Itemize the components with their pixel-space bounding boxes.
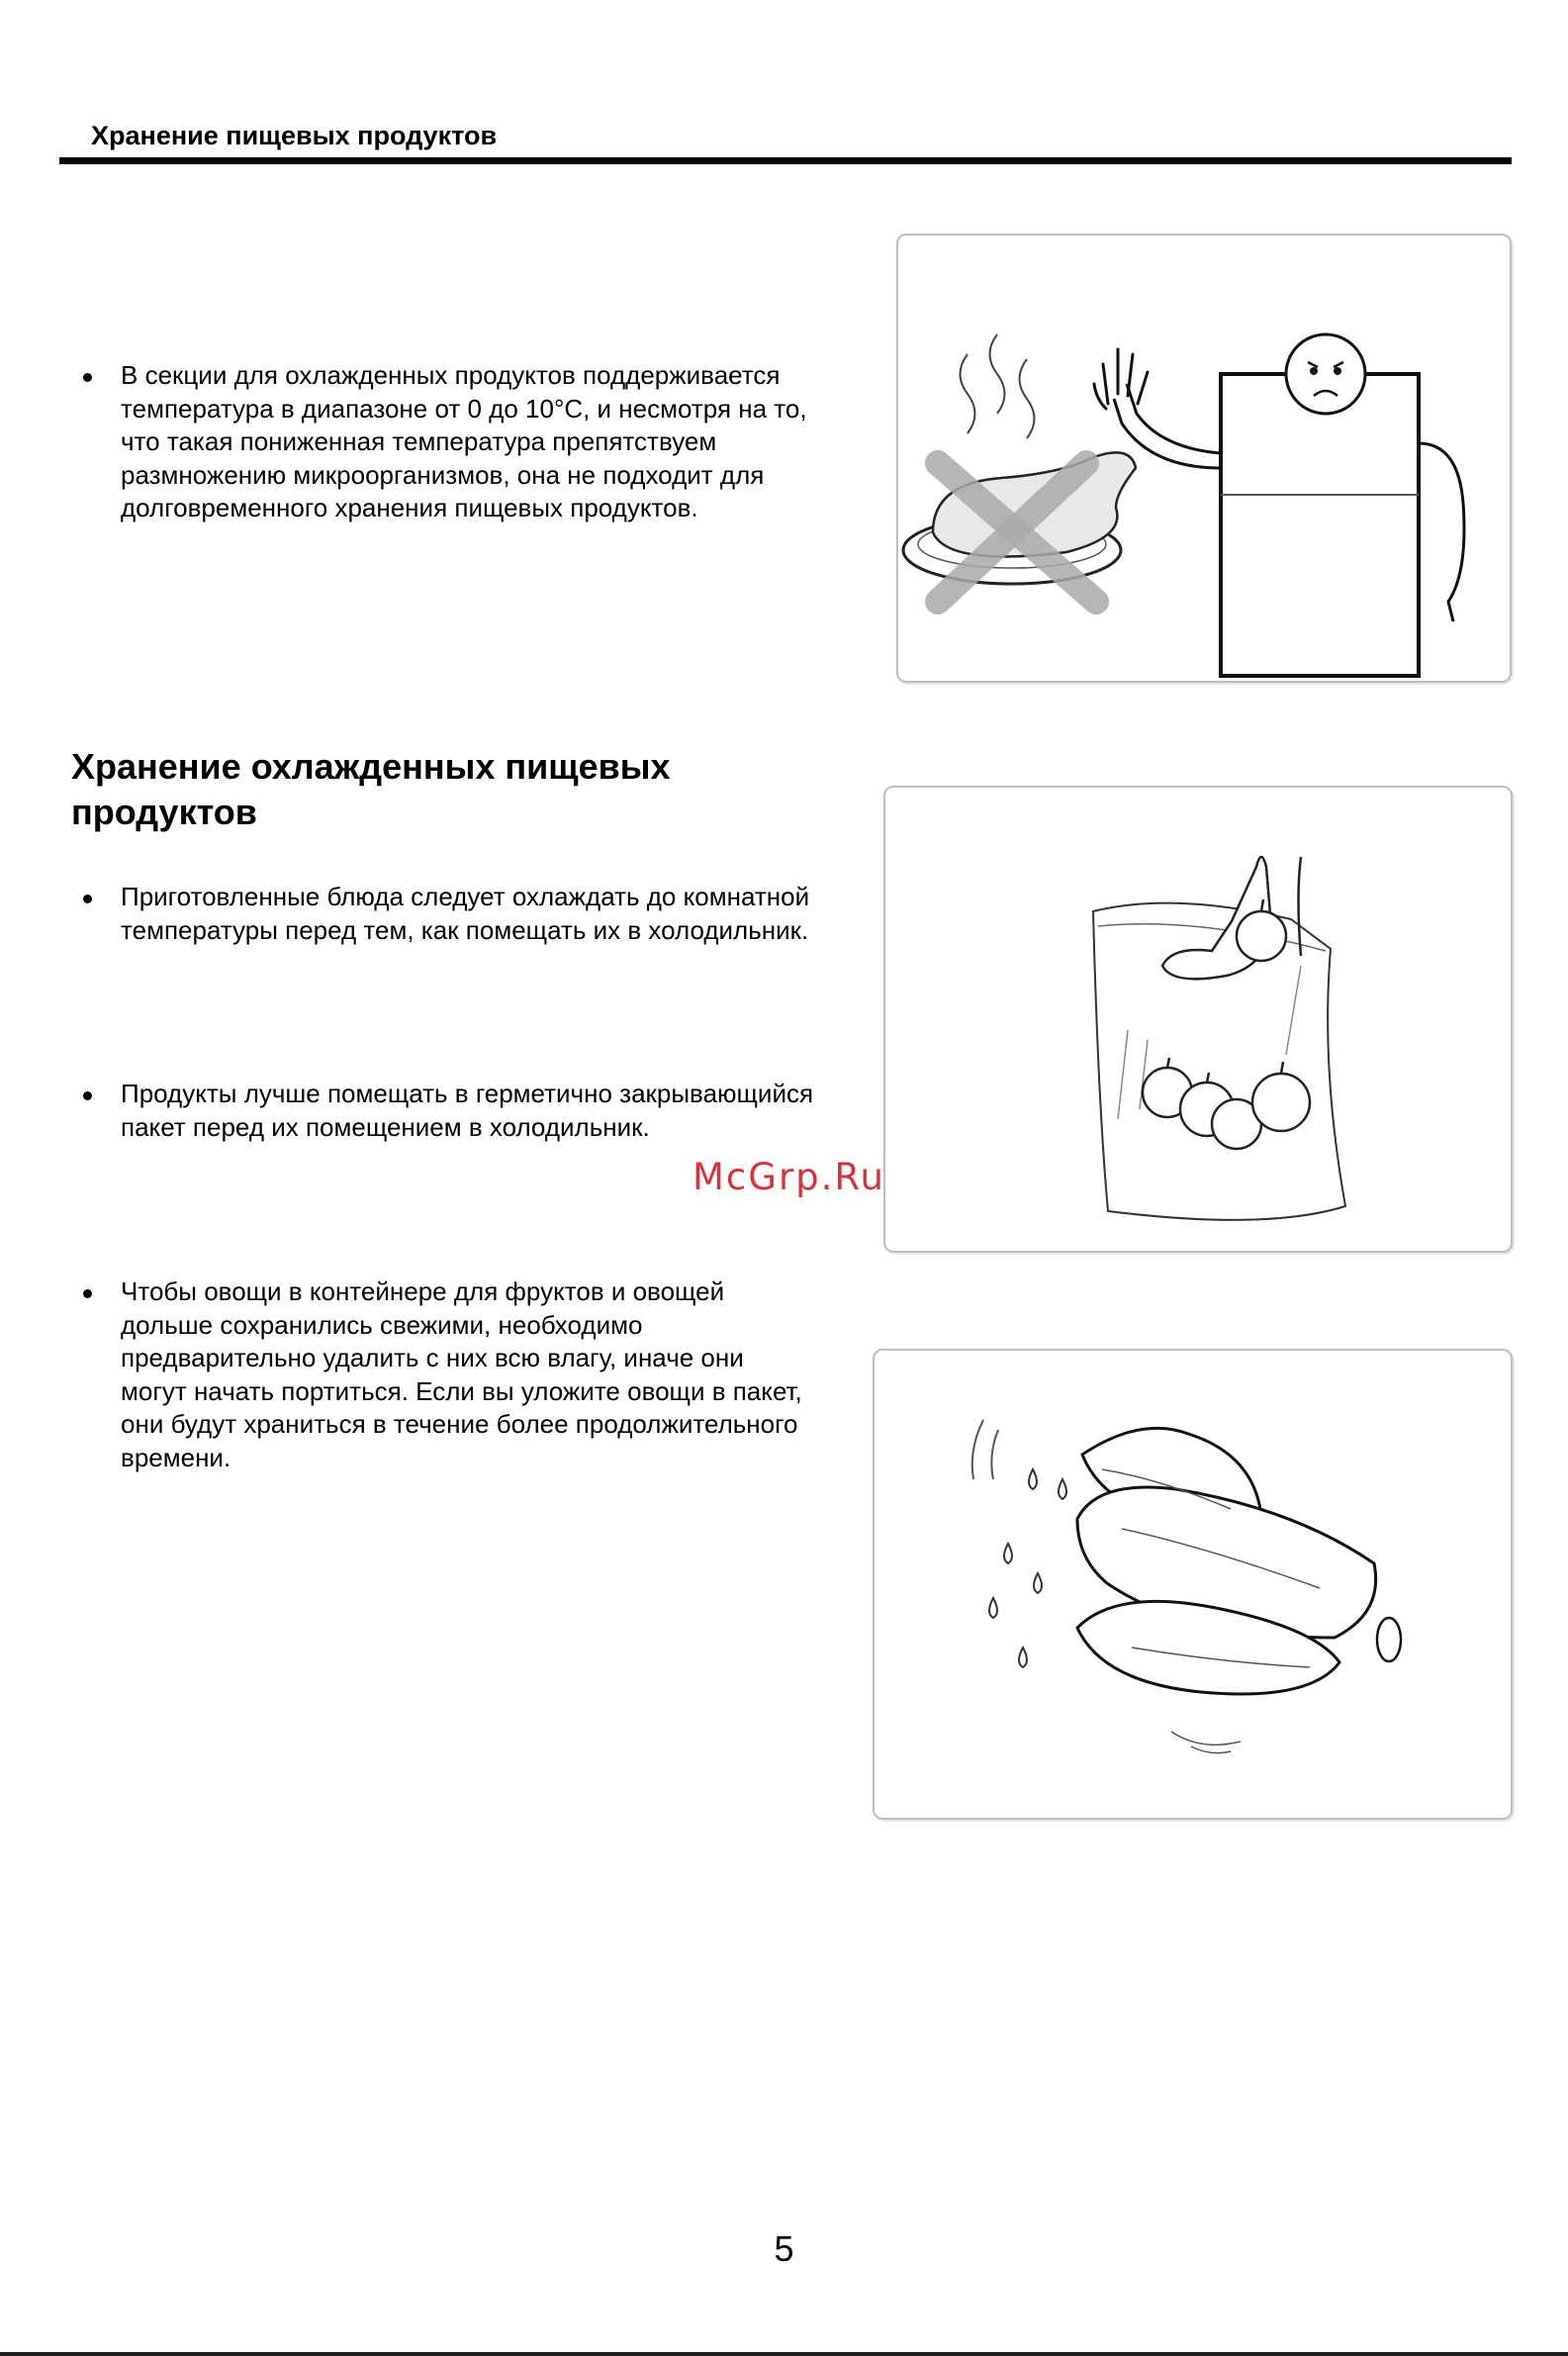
section-title: Хранение охлажденных пищевых продуктов (71, 746, 671, 832)
section-bullet-1-text: Приготовленные блюда следует охлаждать до комнатной температуры перед тем, как помещать их в холодильник. (121, 882, 810, 945)
bottom-divider (0, 2352, 1568, 2356)
section-bullet-2 (83, 1078, 815, 1144)
intro-bullet (83, 359, 815, 525)
header-divider (59, 157, 1512, 164)
bullet-dot (83, 373, 92, 382)
illustration-apples-in-bag (883, 786, 1513, 1253)
apples-bag-drawing (885, 788, 1511, 1251)
bullet-dot (83, 895, 92, 903)
section-bullet-2-text: Продукты лучше помещать в герметично закрывающийся пакет перед их помещением в холодильник. (121, 1079, 814, 1142)
page-number: 5 (774, 2228, 794, 2269)
bullet-dot (83, 1091, 92, 1100)
illustration-lettuce-drying (873, 1349, 1513, 1820)
section-bullet-3 (83, 1275, 815, 1474)
page-header-title: Хранение пищевых продуктов (91, 121, 498, 150)
bullet-dot (83, 1289, 92, 1298)
illustration-fridge-refuses-food (896, 234, 1512, 683)
intro-bullet-text: В секции для охлажденных продуктов поддерживается температура в диапазоне от 0 до 10°С, и несмотря на то, что такая пониженная температура препятствуем размножению микроорганизмов, она не подходит для долговременного хранения пищевых продуктов. (121, 360, 807, 522)
section-bullet-3-text: Чтобы овощи в контейнере для фруктов и овощей дольше сохранились свежими, необходимо предварительно удалить с них всю влагу, иначе они могут начать портиться. Если вы уложите овощи в пакет, они будут храниться в течение более продолжительного времени. (121, 1276, 802, 1472)
lettuce-drawing (875, 1351, 1511, 1818)
section-bullet-1 (83, 881, 815, 947)
fridge-food-drawing (898, 236, 1510, 681)
watermark: McGrp.Ru (692, 1156, 885, 1198)
